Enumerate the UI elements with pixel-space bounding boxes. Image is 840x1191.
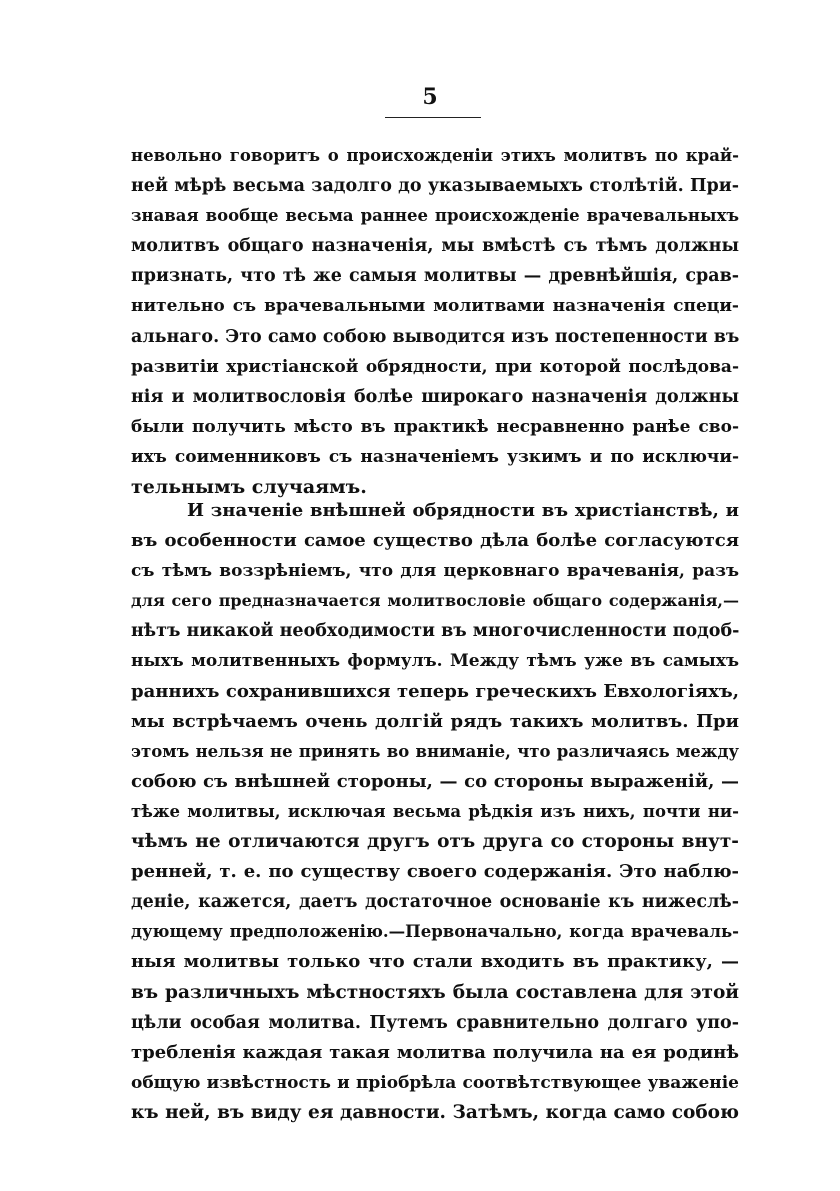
text-line: нѣтъ никакой необходимости въ многочисленности подоб- <box>131 621 739 642</box>
text-line: деніе, кажется, даетъ достаточное основаніе къ нижеслѣ- <box>131 892 739 913</box>
text-line: этомъ нельзя не принять во вниманіе, что различаясь между <box>131 741 739 761</box>
text-line: были получить мѣсто въ практикѣ несравненно ранѣе сво- <box>131 416 739 437</box>
text-line: признать, что тѣ же самыя молитвы — древнѣйшія, срав- <box>131 266 739 287</box>
text-line: ренней, т. е. по существу своего содержанія. Это наблю- <box>131 861 739 883</box>
text-line: чѣмъ не отличаются другъ отъ друга со стороны внут- <box>131 831 739 853</box>
text-line: ихъ соименниковъ съ назначеніемъ узкимъ и по исключи- <box>131 446 739 467</box>
text-line: ныхъ молитвенныхъ формулъ. Между тѣмъ уже въ самыхъ <box>131 651 739 672</box>
text-line: ныя молитвы только что стали входить въ практику, — <box>131 951 739 973</box>
text-line: молитвъ общаго назначенія, мы вмѣстѣ съ тѣмъ должны <box>131 236 739 257</box>
text-line: раннихъ сохранившихся теперь греческихъ Евхологіяхъ, <box>131 680 739 702</box>
text-line: для сего предназначается молитвословіе общаго содержанія,— <box>131 591 739 611</box>
text-line: И значеніе внѣшней обрядности въ христіанствѣ, и <box>187 500 739 521</box>
text-line: мы встрѣчаемъ очень долгій рядъ такихъ молитвъ. При <box>131 710 739 732</box>
text-line: ней мѣрѣ весьма задолго до указываемыхъ столѣтій. При- <box>131 176 739 197</box>
paragraph-2 <box>131 496 739 1128</box>
text-line: къ ней, въ виду ея давности. Затѣмъ, когда само собою <box>131 1101 739 1123</box>
text-line: въ особенности самое существо дѣла болѣе согласуются <box>131 530 739 552</box>
text-line: знавая вообще весьма раннее происхожденіе врачевальныхъ <box>131 206 739 226</box>
text-line: въ различныхъ мѣстностяхъ была составлена для этой <box>131 981 739 1003</box>
text-line: тѣже молитвы, исключая весьма рѣдкія изъ нихъ, почти ни- <box>131 801 739 821</box>
text-line: требленія каждая такая молитва получила на ея родинѣ <box>131 1041 739 1063</box>
paragraph-1 <box>131 141 739 502</box>
text-line: дующему предположенію.—Первоначально, когда врачеваль- <box>131 922 739 942</box>
text-line: невольно говоритъ о происхожденіи этихъ молитвъ по край- <box>131 146 739 165</box>
text-line: тельнымъ случаямъ. <box>131 476 367 499</box>
page-number-rule <box>385 117 481 118</box>
text-line: цѣли особая молитва. Путемъ сравнительно долгаго упо- <box>131 1012 739 1033</box>
text-line: развитіи христіанской обрядности, при которой послѣдова- <box>131 356 739 377</box>
text-line: общую извѣстность и пріобрѣла соотвѣтствующее уваженіе <box>131 1072 739 1093</box>
text-line: альнаго. Это само собою выводится изъ постепенности въ <box>131 326 739 347</box>
text-line: нія и молитвословія болѣе широкаго назначенія должны <box>131 386 739 407</box>
text-line: собою съ внѣшней стороны, — со стороны выраженій, — <box>131 770 739 792</box>
text-line: нительно съ врачевальными молитвами назначенія специ- <box>131 296 739 317</box>
text-line: съ тѣмъ воззрѣніемъ, что для церковнаго врачеванія, разъ <box>131 561 739 582</box>
page-number: 5 <box>422 84 438 110</box>
